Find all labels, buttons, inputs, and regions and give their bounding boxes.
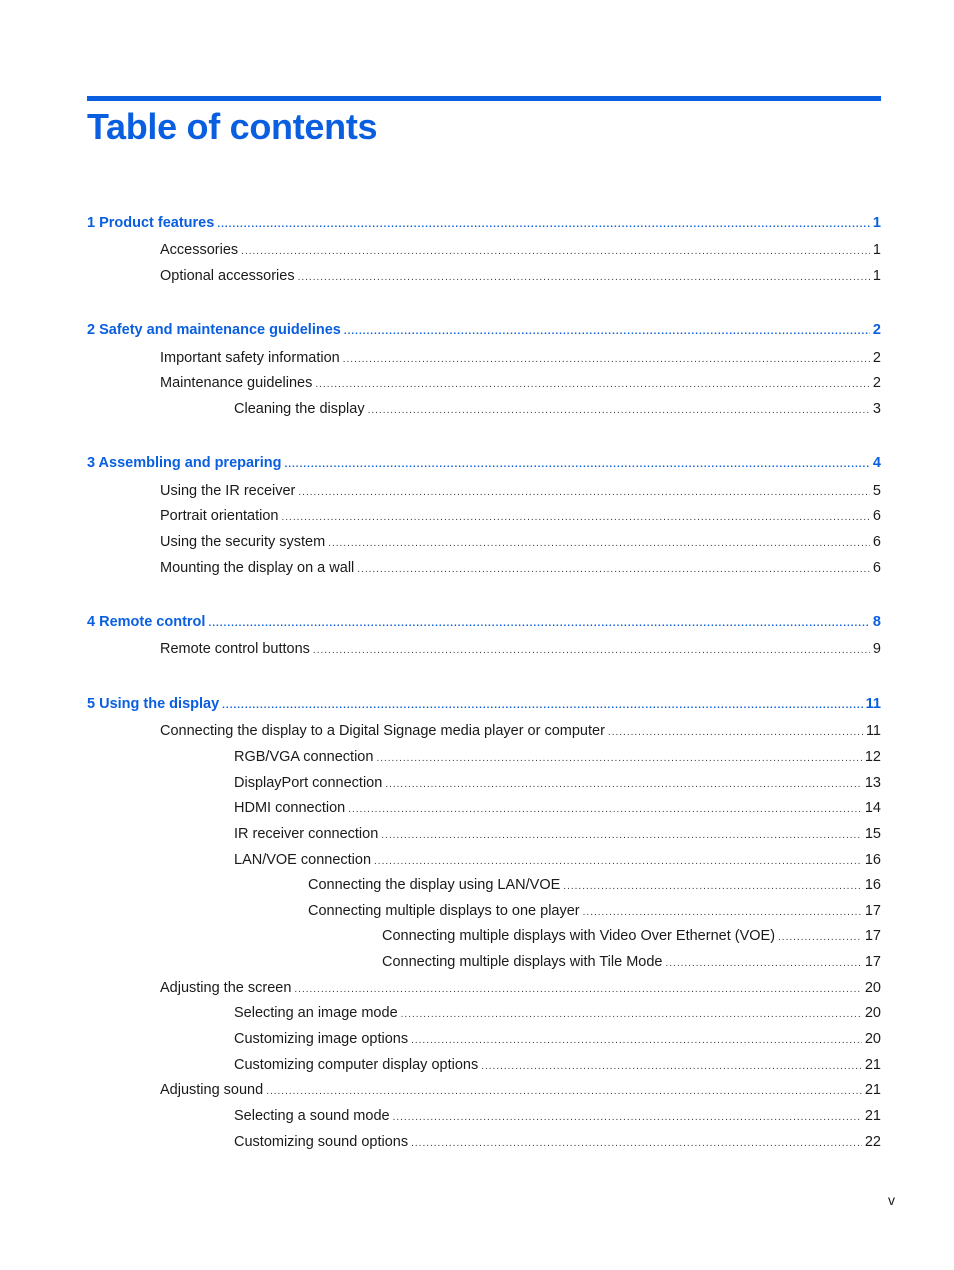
toc-chapter-entry[interactable] xyxy=(87,214,881,234)
toc-entry[interactable] xyxy=(234,1004,881,1024)
toc-entry-page: 21 xyxy=(864,1082,881,1098)
toc-entry-label: IR receiver connection xyxy=(234,826,379,842)
toc-entry-page: 1 xyxy=(872,242,881,258)
toc-entry[interactable] xyxy=(160,482,881,502)
toc-entry[interactable] xyxy=(160,640,881,660)
toc-entry-label: HDMI connection xyxy=(234,800,346,816)
dot-leader xyxy=(583,904,862,922)
toc-entry-label: Adjusting sound xyxy=(160,1082,264,1098)
toc-entry[interactable] xyxy=(308,902,881,922)
toc-entry-label: Connecting the display to a Digital Signage media player or computer xyxy=(160,723,605,739)
toc-entry[interactable] xyxy=(160,559,881,579)
toc-entry-page: 6 xyxy=(872,560,881,576)
toc-entry[interactable] xyxy=(160,507,881,527)
dot-leader xyxy=(368,402,870,420)
toc-entry[interactable] xyxy=(160,374,881,394)
dot-leader xyxy=(381,827,862,845)
toc-entry-label: Mounting the display on a wall xyxy=(160,560,355,576)
toc-entry-label: Using the security system xyxy=(160,534,326,550)
toc-entry-page: 6 xyxy=(872,508,881,524)
dot-leader xyxy=(411,1135,862,1153)
toc-entry-page: 22 xyxy=(864,1134,881,1150)
toc-entry-label: Selecting a sound mode xyxy=(234,1108,390,1124)
dot-leader xyxy=(376,750,861,768)
dot-leader xyxy=(241,243,870,261)
toc-entry-label: RGB/VGA connection xyxy=(234,749,374,765)
toc-entry-page: 21 xyxy=(864,1057,881,1073)
toc-entry-label: Customizing computer display options xyxy=(234,1057,479,1073)
toc-entry-page: 16 xyxy=(864,877,881,893)
toc-entry-page: 21 xyxy=(864,1108,881,1124)
toc-entry-page: 2 xyxy=(872,375,881,391)
dot-leader xyxy=(222,697,863,715)
toc-entry[interactable] xyxy=(234,851,881,871)
toc-entry-page: 14 xyxy=(864,800,881,816)
toc-entry-label: 3 Assembling and preparing xyxy=(87,455,282,471)
toc-entry[interactable] xyxy=(160,533,881,553)
toc-entry-page: 1 xyxy=(872,268,881,284)
toc-entry-label: 4 Remote control xyxy=(87,614,206,630)
toc-entry-label: Remote control buttons xyxy=(160,641,310,657)
toc-entry-page: 8 xyxy=(872,614,881,630)
toc-entry-page: 11 xyxy=(865,723,881,739)
toc-entry-label: Customizing image options xyxy=(234,1031,409,1047)
toc-entry[interactable] xyxy=(160,1081,881,1101)
toc-entry-page: 2 xyxy=(872,350,881,366)
dot-leader xyxy=(328,535,870,553)
toc-entry-label: Adjusting the screen xyxy=(160,980,292,996)
dot-leader xyxy=(665,955,861,973)
toc-entry-label: Important safety information xyxy=(160,350,340,366)
toc-entry-label: Connecting multiple displays with Tile Mode xyxy=(382,954,663,970)
toc-entry-label: Using the IR receiver xyxy=(160,483,296,499)
toc-entry-page: 2 xyxy=(872,322,881,338)
toc-entry[interactable] xyxy=(382,927,881,947)
dot-leader xyxy=(411,1032,862,1050)
dot-leader xyxy=(313,642,870,660)
toc-entry-page: 20 xyxy=(864,1005,881,1021)
toc-entry[interactable] xyxy=(160,722,881,742)
toc-entry[interactable] xyxy=(234,774,881,794)
dot-leader xyxy=(294,981,861,999)
toc-entry-label: Portrait orientation xyxy=(160,508,279,524)
toc-entry-page: 3 xyxy=(872,401,881,417)
dot-leader xyxy=(284,456,869,474)
dot-leader xyxy=(393,1109,862,1127)
dot-leader xyxy=(608,724,863,742)
toc-entry-label: DisplayPort connection xyxy=(234,775,383,791)
toc-entry[interactable] xyxy=(234,1107,881,1127)
toc-entry-label: LAN/VOE connection xyxy=(234,852,372,868)
dot-leader xyxy=(778,929,862,947)
toc-entry[interactable] xyxy=(160,267,881,287)
toc-entry[interactable] xyxy=(234,799,881,819)
toc-entry[interactable] xyxy=(234,1133,881,1153)
toc-entry[interactable] xyxy=(308,876,881,896)
toc-entry-page: 4 xyxy=(872,455,881,471)
dot-leader xyxy=(208,615,869,633)
toc-entry[interactable] xyxy=(234,1030,881,1050)
dot-leader xyxy=(357,561,870,579)
toc-entry-label: Maintenance guidelines xyxy=(160,375,313,391)
toc-entry-label: Selecting an image mode xyxy=(234,1005,398,1021)
toc-entry-page: 9 xyxy=(872,641,881,657)
toc-entry-page: 5 xyxy=(872,483,881,499)
toc-entry-page: 20 xyxy=(864,980,881,996)
toc-entry-label: 1 Product features xyxy=(87,215,215,231)
toc-entry[interactable] xyxy=(234,748,881,768)
toc-entry-page: 6 xyxy=(872,534,881,550)
toc-chapter-entry[interactable] xyxy=(87,613,881,633)
dot-leader xyxy=(481,1058,862,1076)
toc-entry-label: Accessories xyxy=(160,242,239,258)
dot-leader xyxy=(298,484,870,502)
dot-leader xyxy=(266,1083,862,1101)
toc-entry[interactable] xyxy=(160,349,881,369)
toc-entry-page: 15 xyxy=(864,826,881,842)
toc-entry-page: 11 xyxy=(865,696,881,712)
dot-leader xyxy=(281,509,869,527)
toc-entry-label: Optional accessories xyxy=(160,268,295,284)
toc-chapter-entry[interactable] xyxy=(87,695,881,715)
toc-entry-label: 2 Safety and maintenance guidelines xyxy=(87,322,341,338)
dot-leader xyxy=(315,376,870,394)
toc-entry-page: 13 xyxy=(864,775,881,791)
toc-chapter-entry[interactable] xyxy=(87,321,881,341)
dot-leader xyxy=(298,269,870,287)
dot-leader xyxy=(343,351,870,369)
dot-leader xyxy=(385,776,862,794)
toc-entry-page: 20 xyxy=(864,1031,881,1047)
toc-entry[interactable] xyxy=(234,400,881,420)
toc-entry-label: Customizing sound options xyxy=(234,1134,409,1150)
toc-entry[interactable] xyxy=(234,825,881,845)
dot-leader xyxy=(344,323,870,341)
dot-leader xyxy=(374,853,862,871)
toc-entry-page: 17 xyxy=(864,903,881,919)
toc-entry-label: 5 Using the display xyxy=(87,696,220,712)
toc-entry-label: Cleaning the display xyxy=(234,401,365,417)
toc-entry-page: 17 xyxy=(864,928,881,944)
toc-entry[interactable] xyxy=(160,241,881,261)
toc-entry[interactable] xyxy=(234,1056,881,1076)
toc-entry-page: 12 xyxy=(864,749,881,765)
dot-leader xyxy=(401,1006,862,1024)
toc-entry-page: 1 xyxy=(872,215,881,231)
toc-entry-page: 16 xyxy=(864,852,881,868)
toc-entry-page: 17 xyxy=(864,954,881,970)
toc-entry-label: Connecting the display using LAN/VOE xyxy=(308,877,561,893)
dot-leader xyxy=(217,216,870,234)
toc-entry[interactable] xyxy=(382,953,881,973)
toc-entry-label: Connecting multiple displays with Video Over Ethernet (VOE) xyxy=(382,928,776,944)
toc-entry[interactable] xyxy=(160,979,881,999)
dot-leader xyxy=(563,878,862,896)
dot-leader xyxy=(348,801,862,819)
toc-chapter-entry[interactable] xyxy=(87,454,881,474)
page-number: v xyxy=(888,1192,895,1208)
toc-entry-label: Connecting multiple displays to one player xyxy=(308,903,580,919)
page-title: Table of contents xyxy=(87,106,378,147)
